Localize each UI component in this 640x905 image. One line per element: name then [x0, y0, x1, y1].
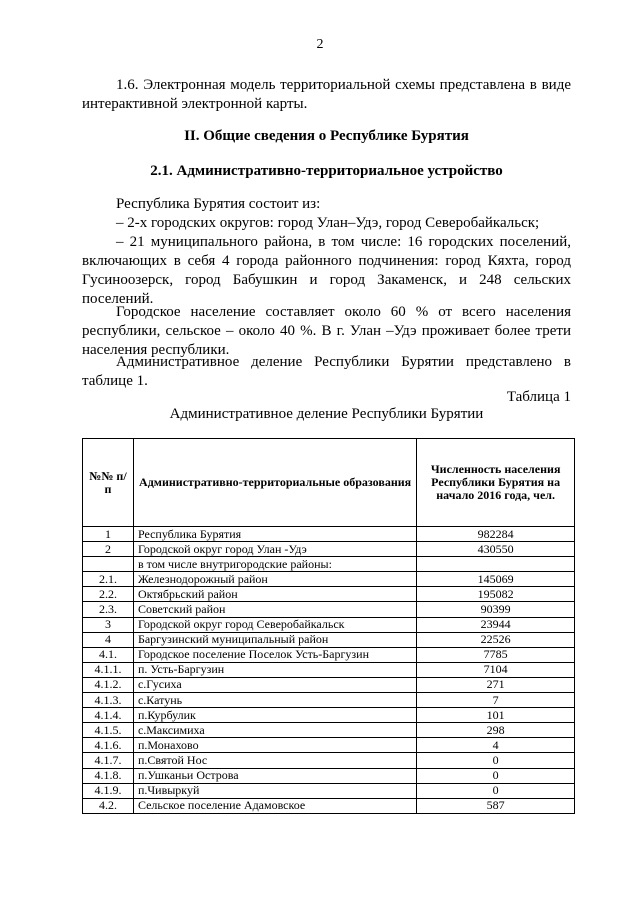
- table-row: [83, 587, 575, 602]
- row-value: 0: [417, 783, 575, 798]
- row-number: 4.1.9.: [83, 783, 134, 798]
- table-label: Таблица 1: [506, 389, 571, 405]
- row-name: п.Монахово: [133, 738, 416, 753]
- row-value: 145069: [417, 572, 575, 587]
- header-number: №№ п/п: [83, 439, 134, 527]
- row-value: 587: [417, 798, 575, 813]
- paragraph-1-6: 1.6. Электронная модель территориальной схемы представлена в виде интерактивной электронной карты.: [82, 77, 571, 112]
- row-value: 7: [417, 693, 575, 708]
- admin-division-table: [82, 438, 575, 814]
- row-value: 271: [417, 677, 575, 692]
- table-row: [83, 783, 575, 798]
- row-value: 195082: [417, 587, 575, 602]
- row-value: 0: [417, 768, 575, 783]
- row-value: 90399: [417, 602, 575, 617]
- row-name: Железнодорожный район: [133, 572, 416, 587]
- bullet-city-districts: – 2-х городских округов: город Улан–Удэ, город Северобайкальск;: [116, 215, 540, 231]
- row-number: 4: [83, 632, 134, 647]
- table-row: [83, 753, 575, 768]
- row-value: 23944: [417, 617, 575, 632]
- row-name: п.Чивыркуй: [133, 783, 416, 798]
- row-value: 4: [417, 738, 575, 753]
- table-row: [83, 632, 575, 647]
- row-name: п.Святой Нос: [133, 753, 416, 768]
- row-number: 2.3.: [83, 602, 134, 617]
- row-number: 4.2.: [83, 798, 134, 813]
- page-number: 2: [316, 37, 324, 52]
- row-value: 298: [417, 723, 575, 738]
- row-name: Городской округ город Северобайкальск: [133, 617, 416, 632]
- row-number: [83, 557, 134, 572]
- row-number: 4.1.8.: [83, 768, 134, 783]
- bullet-municipal-districts: – 21 муниципального района, в том числе: 16 городских поселений, включающих в себя 4 города районного подчинения: город Кяхта, город Гусиноозерск, город Бабушкин и город Закаменск, и 248 сельских поселений.: [82, 234, 571, 307]
- intro-text: Республика Бурятия состоит из:: [116, 196, 321, 212]
- row-number: 4.1.6.: [83, 738, 134, 753]
- table-row: [83, 527, 575, 542]
- row-number: 4.1.1.: [83, 662, 134, 677]
- paragraph-population: Городское население составляет около 60 % от всего населения республики, сельское – около 40 %. В г. Улан –Удэ проживает более трети населения республики.: [82, 304, 571, 358]
- table-row: [83, 708, 575, 723]
- row-value: 7104: [417, 662, 575, 677]
- table-row: [83, 693, 575, 708]
- table-row: [83, 768, 575, 783]
- row-number: 4.1.4.: [83, 708, 134, 723]
- row-name: п.Курбулик: [133, 708, 416, 723]
- table-row: [83, 617, 575, 632]
- row-name: в том числе внутригородские районы:: [133, 557, 416, 572]
- row-value: [417, 557, 575, 572]
- row-name: с.Гусиха: [133, 677, 416, 692]
- row-number: 2.1.: [83, 572, 134, 587]
- subsection-title: 2.1. Административно-территориальное устройство: [150, 163, 503, 179]
- row-name: Баргузинский муниципальный район: [133, 632, 416, 647]
- row-name: Советский район: [133, 602, 416, 617]
- row-number: 4.1.2.: [83, 677, 134, 692]
- row-name: с.Катунь: [133, 693, 416, 708]
- row-value: 430550: [417, 542, 575, 557]
- row-number: 4.1.: [83, 647, 134, 662]
- row-name: Сельское поселение Адамовское: [133, 798, 416, 813]
- row-value: 22526: [417, 632, 575, 647]
- table-row: [83, 723, 575, 738]
- row-value: 0: [417, 753, 575, 768]
- row-name: п. Усть-Баргузин: [133, 662, 416, 677]
- table-row: [83, 542, 575, 557]
- table-row: [83, 557, 575, 572]
- row-number: 4.1.3.: [83, 693, 134, 708]
- row-number: 4.1.5.: [83, 723, 134, 738]
- table-caption: Административное деление Республики Бурятии: [169, 406, 484, 422]
- row-number: 4.1.7.: [83, 753, 134, 768]
- table-row: [83, 572, 575, 587]
- row-name: Городской округ город Улан -Удэ: [133, 542, 416, 557]
- row-value: 7785: [417, 647, 575, 662]
- row-name: с.Максимиха: [133, 723, 416, 738]
- row-name: Городское поселение Поселок Усть-Баргузин: [133, 647, 416, 662]
- table-row: [83, 602, 575, 617]
- row-number: 1: [83, 527, 134, 542]
- row-number: 2: [83, 542, 134, 557]
- row-number: 2.2.: [83, 587, 134, 602]
- header-entity: Административно-территориальные образования: [133, 439, 416, 527]
- row-name: Октябрьский район: [133, 587, 416, 602]
- row-value: 101: [417, 708, 575, 723]
- table-header-row: [83, 439, 575, 527]
- row-name: Республика Бурятия: [133, 527, 416, 542]
- paragraph-division: Административное деление Республики Бурятии представлено в таблице 1.: [82, 354, 571, 389]
- table-row: [83, 738, 575, 753]
- header-population: Численность населения Республики Бурятия на начало 2016 года, чел.: [417, 439, 575, 527]
- row-value: 982284: [417, 527, 575, 542]
- row-number: 3: [83, 617, 134, 632]
- table-row: [83, 662, 575, 677]
- table-row: [83, 677, 575, 692]
- table-row: [83, 798, 575, 813]
- row-name: п.Ушканьи Острова: [133, 768, 416, 783]
- section-title: II. Общие сведения о Республике Бурятия: [184, 128, 469, 144]
- table-row: [83, 647, 575, 662]
